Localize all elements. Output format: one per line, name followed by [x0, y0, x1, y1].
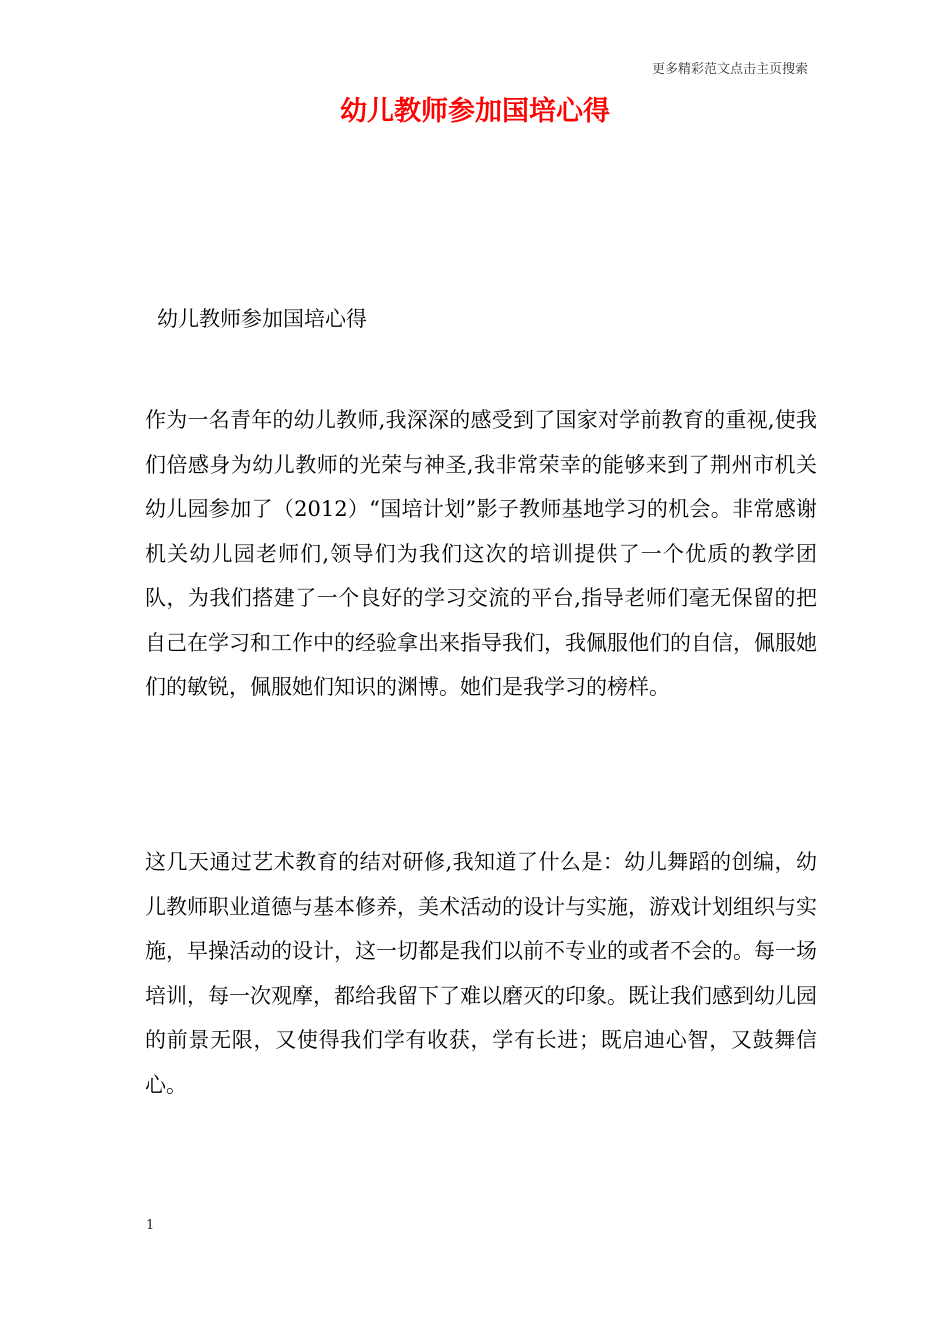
header-note: 更多精彩范文点击主页搜索	[651, 62, 808, 77]
body-paragraph-1: 作为一名青年的幼儿教师,我深深的感受到了国家对学前教育的重视,使我们倍感身为幼儿教师的光荣与神圣,我非常荣幸的能够来到了荆州市机关幼儿园参加了（2012）“国培计划”影子教师基地学习的机会。非常感谢机关幼儿园老师们,领导们为我们这次的培训提供了一个优质的教学团队，为我们搭建了一个良好的学习交流的平台,指导老师们毫无保留的把自己在学习和工作中的经验拿出来指导我们，我佩服他们的自信，佩服她们的敏锐，佩服她们知识的渊博。她们是我学习的榜样。	[145, 408, 817, 699]
page-number: 1	[146, 1218, 155, 1233]
document-title: 幼儿教师参加国培心得	[340, 96, 610, 127]
body-paragraph-2: 这几天通过艺术教育的结对研修,我知道了什么是：幼儿舞蹈的创编，幼儿教师职业道德与基本修养，美术活动的设计与实施，游戏计划组织与实施，早操活动的设计，这一切都是我们以前不专业的或者不会的。每一场培训，每一次观摩，都给我留下了难以磨灭的印象。既让我们感到幼儿园的前景无限，又使得我们学有收获，学有长进；既启迪心智，又鼓舞信心。	[145, 850, 817, 1097]
document-subtitle: 幼儿教师参加国培心得	[157, 307, 367, 331]
